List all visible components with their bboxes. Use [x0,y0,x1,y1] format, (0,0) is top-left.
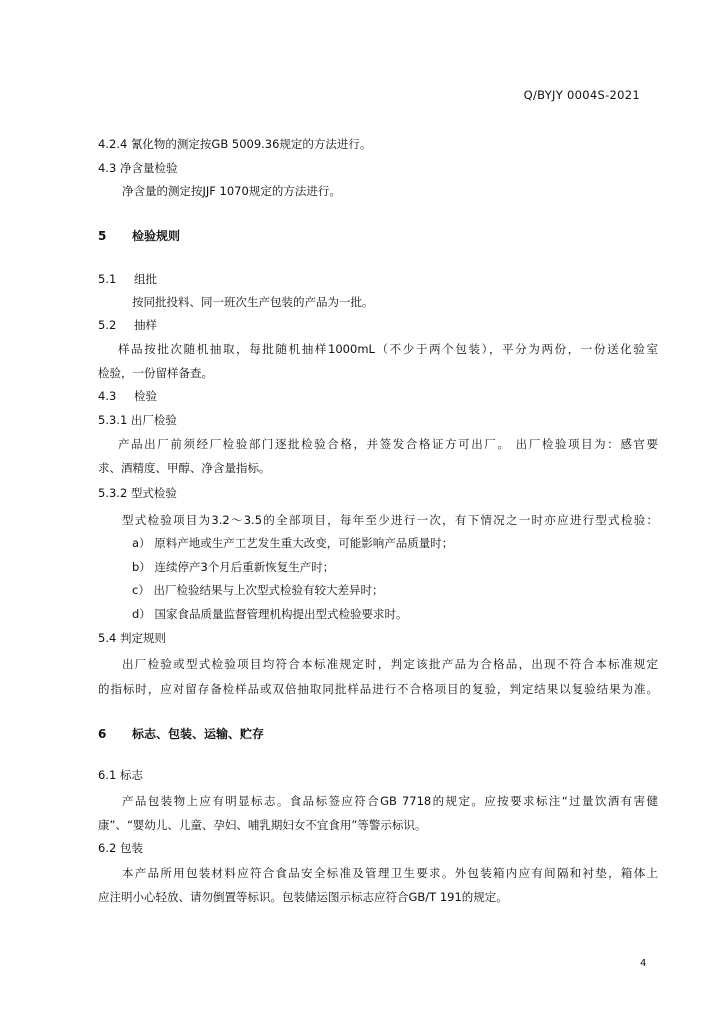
clause-4-3-inspection-number: 4.3 [98,389,117,403]
clause-4-3-text: 净含量的测定按JJF 1070规定的方法进行。 [122,184,341,198]
clause-4-3-heading: 4.3 净含量检验 [98,161,178,175]
clause-5-2-text-line-1: 样品按批次随机抽取，每批随机抽样1000mL（不少于两个包装），平分为两份，一份送化验室 [118,342,658,356]
clause-4-3-inspection-heading [98,388,658,404]
clause-5-2-text-line-2: 检验，一份留样备查。 [98,366,213,380]
clause-6-1-heading: 6.1 标志 [98,768,143,782]
clause-6-1-text-line-1: 产品包装物上应有明显标志。食品标签应符合GB 7718的规定。应按要求标注“过量饮酒有害健 [122,794,658,808]
page-number: 4 [640,958,647,969]
clause-5-3-1-text-line-2: 求、酒精度、甲醇、净含量指标。 [98,461,271,475]
section-6-title: 标志、包装、运输、贮存 [132,727,265,741]
clause-6-2-text-line-1: 本产品所用包装材料应符合食品安全标准及管理卫生要求。外包装箱内应有间隔和衬垫，箱体上 [122,866,658,880]
section-6-heading [98,726,658,742]
clause-5-1-heading [98,271,658,287]
clause-5-1-number: 5.1 [98,272,117,286]
document-code: Q/BYJY 0004S-2021 [523,88,640,102]
clause-5-3-1-text-line-1: 产品出厂前须经厂检验部门逐批检验合格，并签发合格证方可出厂。 出厂检验项目为：感官要 [118,437,658,451]
clause-5-2-heading [98,317,658,333]
clause-6-2-heading: 6.2 包装 [98,841,143,855]
section-6-number: 6 [98,727,107,741]
clause-5-1-title: 组批 [134,272,157,286]
clause-5-2-number: 5.2 [98,318,117,332]
clause-5-3-1-heading: 5.3.1 出厂检验 [98,413,177,427]
clause-5-3-2-text: 型式检验项目为3.2～3.5的全部项目，每年至少进行一次，有下情况之一时亦应进行型式检验： [122,513,658,527]
clause-4-2-4: 4.2.4 氰化物的测定按GB 5009.36规定的方法进行。 [98,137,372,151]
clause-6-1-text-line-2: 康”、“婴幼儿、儿童、孕妇、哺乳期妇女不宜食用”等警示标识。 [98,818,427,832]
list-item-c: c） 出厂检验结果与上次型式检验有较大差异时； [132,583,384,597]
list-item-a: a） 原料产地或生产工艺发生重大改变，可能影响产品质量时； [132,536,454,550]
clause-5-2-title: 抽样 [134,318,157,332]
list-item-d: d） 国家食品质量监督管理机构提出型式检验要求时。 [132,607,408,621]
clause-5-4-text-line-1: 出厂检验或型式检验项目均符合本标准规定时，判定该批产品为合格品，出现不符合本标准规定 [122,657,658,671]
clause-5-3-2-heading: 5.3.2 型式检验 [98,486,177,500]
section-5-number: 5 [98,229,107,243]
section-5-heading [98,228,658,244]
section-5-title: 检验规则 [132,229,181,243]
clause-4-3-inspection-title: 检验 [134,389,157,403]
list-item-b: b） 连续停产3个月后重新恢复生产时； [132,560,335,574]
clause-5-4-text-line-2: 的指标时，应对留存备检样品或双倍抽取同批样品进行不合格项目的复验，判定结果以复验结果为准。 [98,682,658,696]
clause-6-2-text-line-2: 应注明小心轻放、请勿倒置等标识。包装储运图示标志应符合GB/T 191的规定。 [98,890,508,904]
clause-5-4-heading: 5.4 判定规则 [98,631,166,645]
clause-5-1-text: 按同批投料、同一班次生产包装的产品为一批。 [132,295,374,309]
